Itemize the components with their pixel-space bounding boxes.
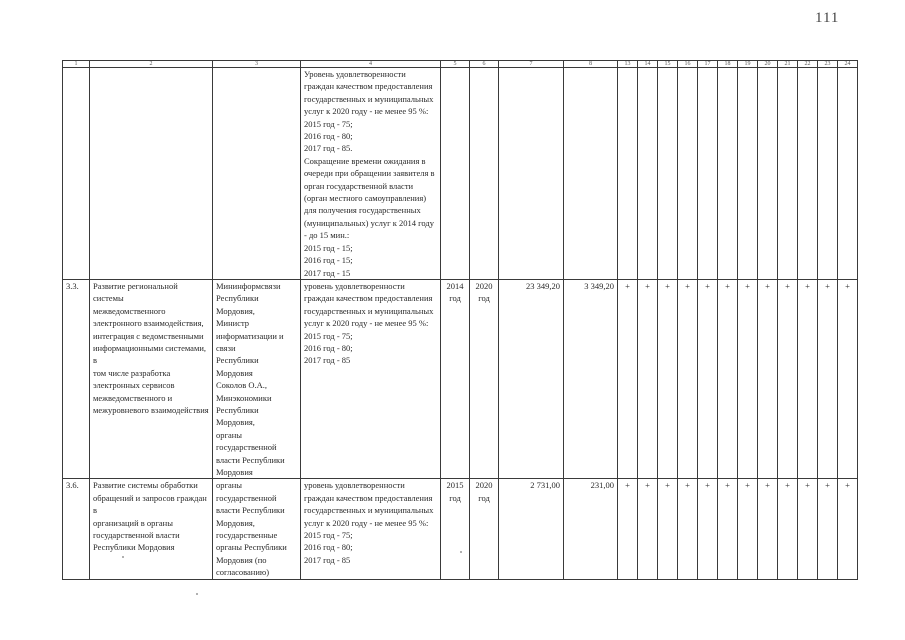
total-funding: 2 731,00 [499,479,564,579]
empty-cell [618,68,638,280]
column-number: 19 [738,61,758,68]
column-number: 6 [470,61,499,68]
responsible-executor: Мининформсвязи Республики Мордовия, Министр информатизации и связи Республики Мордовия Соколов О.А., Минэкономики Республики Мордовия, органы государственной власти Республики Мордовия [213,279,301,479]
empty-cell [758,68,778,280]
column-number: 18 [718,61,738,68]
empty-cell [658,68,678,280]
column-number: 22 [798,61,818,68]
row-number: 3.6. [63,479,90,579]
column-number: 17 [698,61,718,68]
column-number: 24 [838,61,858,68]
column-number-row [63,61,858,68]
empty-cell [838,68,858,280]
indicator-cell: Уровень удовлетворенности граждан качеством предоставления государственных и муниципальных услуг к 2020 году - не менее 95 %: 2015 год - 75; 2016 год - 80; 2017 год - 85. Сокращение времени ожидания в очереди при обращении заявителя в орган государственной власти (орган местного самоуправления) для получения государственных (муниципальных) услуг к 2014 году - до 15 мин.: 2015 год - 15; 2016 год - 15; 2017 год - 15 [301,68,441,280]
plus-mark: + [698,279,718,479]
plus-mark: + [818,279,838,479]
plus-mark: + [778,279,798,479]
column-number: 23 [818,61,838,68]
plan-table [62,60,858,580]
indicator-cell: уровень удовлетворенности граждан качеством предоставления государственных и муниципальных услуг к 2020 году - не менее 95 %: 2015 год - 75; 2016 год - 80; 2017 год - 85 [301,279,441,479]
column-number: 21 [778,61,798,68]
total-funding: 23 349,20 [499,279,564,479]
plus-mark: + [718,479,738,579]
empty-cell [718,68,738,280]
plus-mark: + [658,279,678,479]
start-year: 2015 год [441,479,470,579]
indicator-cell: уровень удовлетворенности граждан качеством предоставления государственных и муниципальных услуг к 2020 году - не менее 95 %: 2015 год - 75; 2016 год - 80; 2017 год - 85 [301,479,441,579]
plus-mark: + [658,479,678,579]
funding-amount: 3 349,20 [564,279,618,479]
column-number: 2 [90,61,213,68]
end-year: 2020 год [470,279,499,479]
column-number: 8 [564,61,618,68]
table-row [63,479,858,579]
plus-mark: + [698,479,718,579]
plus-mark: + [758,479,778,579]
end-year: 2020 год [470,479,499,579]
empty-cell [778,68,798,280]
row-number: 3.3. [63,279,90,479]
plus-mark: + [818,479,838,579]
table-row-continuation [63,68,858,280]
empty-cell [698,68,718,280]
plus-mark: + [618,479,638,579]
plus-mark: + [718,279,738,479]
plus-mark: + [738,279,758,479]
responsible-executor: органы государственной власти Республики Мордовия, государственные органы Республики Мордовия (по согласованию) [213,479,301,579]
plus-mark: + [738,479,758,579]
plus-mark: + [678,479,698,579]
activity-name: Развитие региональной системы межведомственного электронного взаимодействия, интеграция с ведомственными информационными системами, в том числе разработка электронных сервисов межведомственного и межуровневого взаимодействия [90,279,213,479]
column-number: 15 [658,61,678,68]
column-number: 16 [678,61,698,68]
scan-speck [196,593,198,595]
table-row [63,279,858,479]
empty-cell [470,68,499,280]
empty-cell [678,68,698,280]
plus-mark: + [638,479,658,579]
plus-mark: + [678,279,698,479]
plus-mark: + [838,279,858,479]
empty-cell [499,68,564,280]
empty-cell [213,68,301,280]
column-number: 20 [758,61,778,68]
empty-cell [90,68,213,280]
plus-mark: + [758,279,778,479]
page-number: 111 [815,10,840,26]
column-number: 5 [441,61,470,68]
scan-speck [460,551,462,553]
empty-cell [564,68,618,280]
funding-amount: 231,00 [564,479,618,579]
scan-speck [122,556,124,558]
column-number: 14 [638,61,658,68]
column-number: 3 [213,61,301,68]
empty-cell [798,68,818,280]
empty-cell [818,68,838,280]
empty-cell [441,68,470,280]
plus-mark: + [798,479,818,579]
plus-mark: + [638,279,658,479]
column-number: 13 [618,61,638,68]
empty-cell [738,68,758,280]
empty-cell [63,68,90,280]
plus-mark: + [778,479,798,579]
plus-mark: + [838,479,858,579]
activity-name: Развитие системы обработки обращений и запросов граждан в организаций в органы государственной власти Республики Мордовия [90,479,213,579]
column-number: 4 [301,61,441,68]
empty-cell [638,68,658,280]
start-year: 2014 год [441,279,470,479]
plus-mark: + [618,279,638,479]
column-number: 7 [499,61,564,68]
column-number: 1 [63,61,90,68]
plus-mark: + [798,279,818,479]
